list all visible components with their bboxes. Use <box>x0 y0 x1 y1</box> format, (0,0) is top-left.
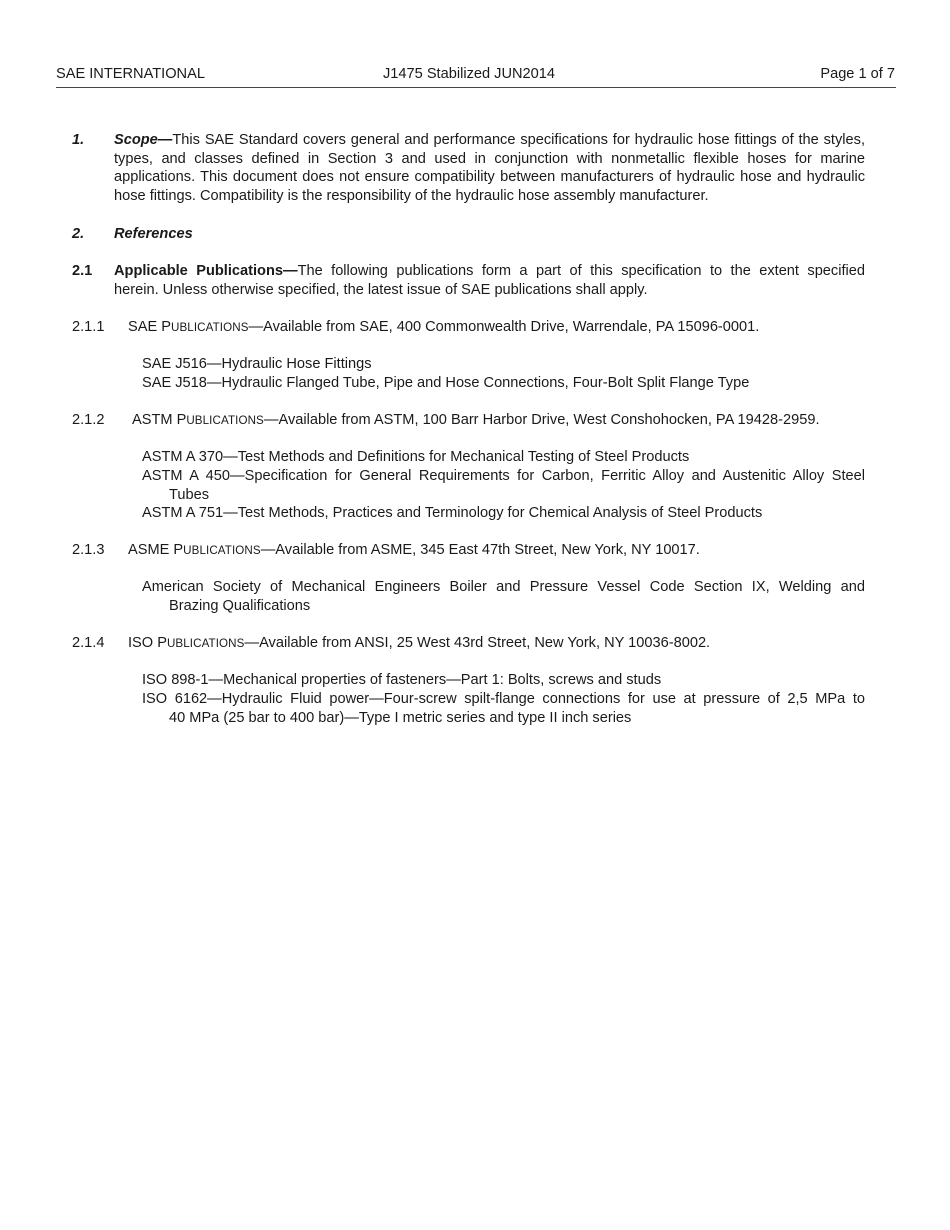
section-number: 2.1 <box>72 263 93 279</box>
scope-title: Scope— <box>114 132 173 148</box>
header-org: SAE INTERNATIONAL <box>56 66 205 82</box>
applicable-publications-title: Applicable Publications— <box>114 263 298 279</box>
reference-item: ASTM A 751—Test Methods, Practices and Terminology for Chemical Analysis of Steel Products <box>142 505 763 521</box>
applicable-publications-line: herein. Unless otherwise specified, the latest issue of SAE publications shall apply. <box>114 281 648 298</box>
reference-line: American Society of Mechanical Engineers Boiler and Pressure Vessel Code Section IX, Welding and <box>142 579 865 595</box>
scope-text: This SAE Standard covers general and performance specifications for hydraulic hose fittings of the styles, types, and classes defined in Section 3 and used in conjunction with nonmetallic flexible hoses for marine applications. This document does not ensure compatibility between manufacturers of hydraulic hose and hydraulic hose fittings. Compatibility is the responsibility of the hydraulic hose assembly manufacturer. <box>114 132 865 204</box>
header-page-number: Page 1 of 7 <box>820 66 895 82</box>
page-header <box>56 66 896 88</box>
reference-line: ASTM A 450—Specification for General Requirements for Carbon, Ferritic Alloy and Austenitic Alloy Steel <box>142 468 865 484</box>
section-number: 2.1.1 <box>72 319 105 335</box>
section-number: 2.1.2 <box>72 412 105 428</box>
reference-item <box>142 467 865 504</box>
applicable-publications-line: The following publications form a part of this specification to the extent specified <box>297 263 865 279</box>
scope-paragraph <box>114 131 865 205</box>
reference-item <box>142 690 865 727</box>
reference-line: ISO 6162—Hydraulic Fluid power—Four-screw spilt-flange connections for use at pressure of 2,5 MPa to <box>142 691 865 707</box>
reference-item: ISO 898-1—Mechanical properties of fasteners—Part 1: Bolts, screws and studs <box>142 672 662 688</box>
reference-item <box>142 578 865 615</box>
applicable-publications-paragraph <box>114 262 865 299</box>
reference-line: Tubes <box>169 486 210 503</box>
header-doc-id: J1475 Stabilized JUN2014 <box>383 66 555 82</box>
sae-publications-source: SAE PUBLICATIONS—Available from SAE, 400 Commonwealth Drive, Warrendale, PA 15096-0001. <box>128 319 760 335</box>
reference-line: 40 MPa (25 bar to 400 bar)—Type I metric series and type II inch series <box>169 709 632 726</box>
section-number: 2.1.4 <box>72 635 105 651</box>
references-title: References <box>114 226 193 242</box>
asme-publications-source: ASME PUBLICATIONS—Available from ASME, 345 East 47th Street, New York, NY 10017. <box>128 542 700 558</box>
reference-line: Brazing Qualifications <box>169 597 311 614</box>
iso-publications-source: ISO PUBLICATIONS—Available from ANSI, 25 West 43rd Street, New York, NY 10036-8002. <box>128 635 711 651</box>
reference-item: SAE J518—Hydraulic Flanged Tube, Pipe and Hose Connections, Four-Bolt Split Flange Type <box>142 375 750 391</box>
section-number: 2.1.3 <box>72 542 105 558</box>
section-number: 1. <box>72 132 85 148</box>
section-number: 2. <box>72 226 85 242</box>
astm-publications-source: ASTM PUBLICATIONS—Available from ASTM, 100 Barr Harbor Drive, West Conshohocken, PA 19428-2959. <box>132 412 820 428</box>
reference-item: ASTM A 370—Test Methods and Definitions for Mechanical Testing of Steel Products <box>142 449 690 465</box>
reference-item: SAE J516—Hydraulic Hose Fittings <box>142 356 372 372</box>
